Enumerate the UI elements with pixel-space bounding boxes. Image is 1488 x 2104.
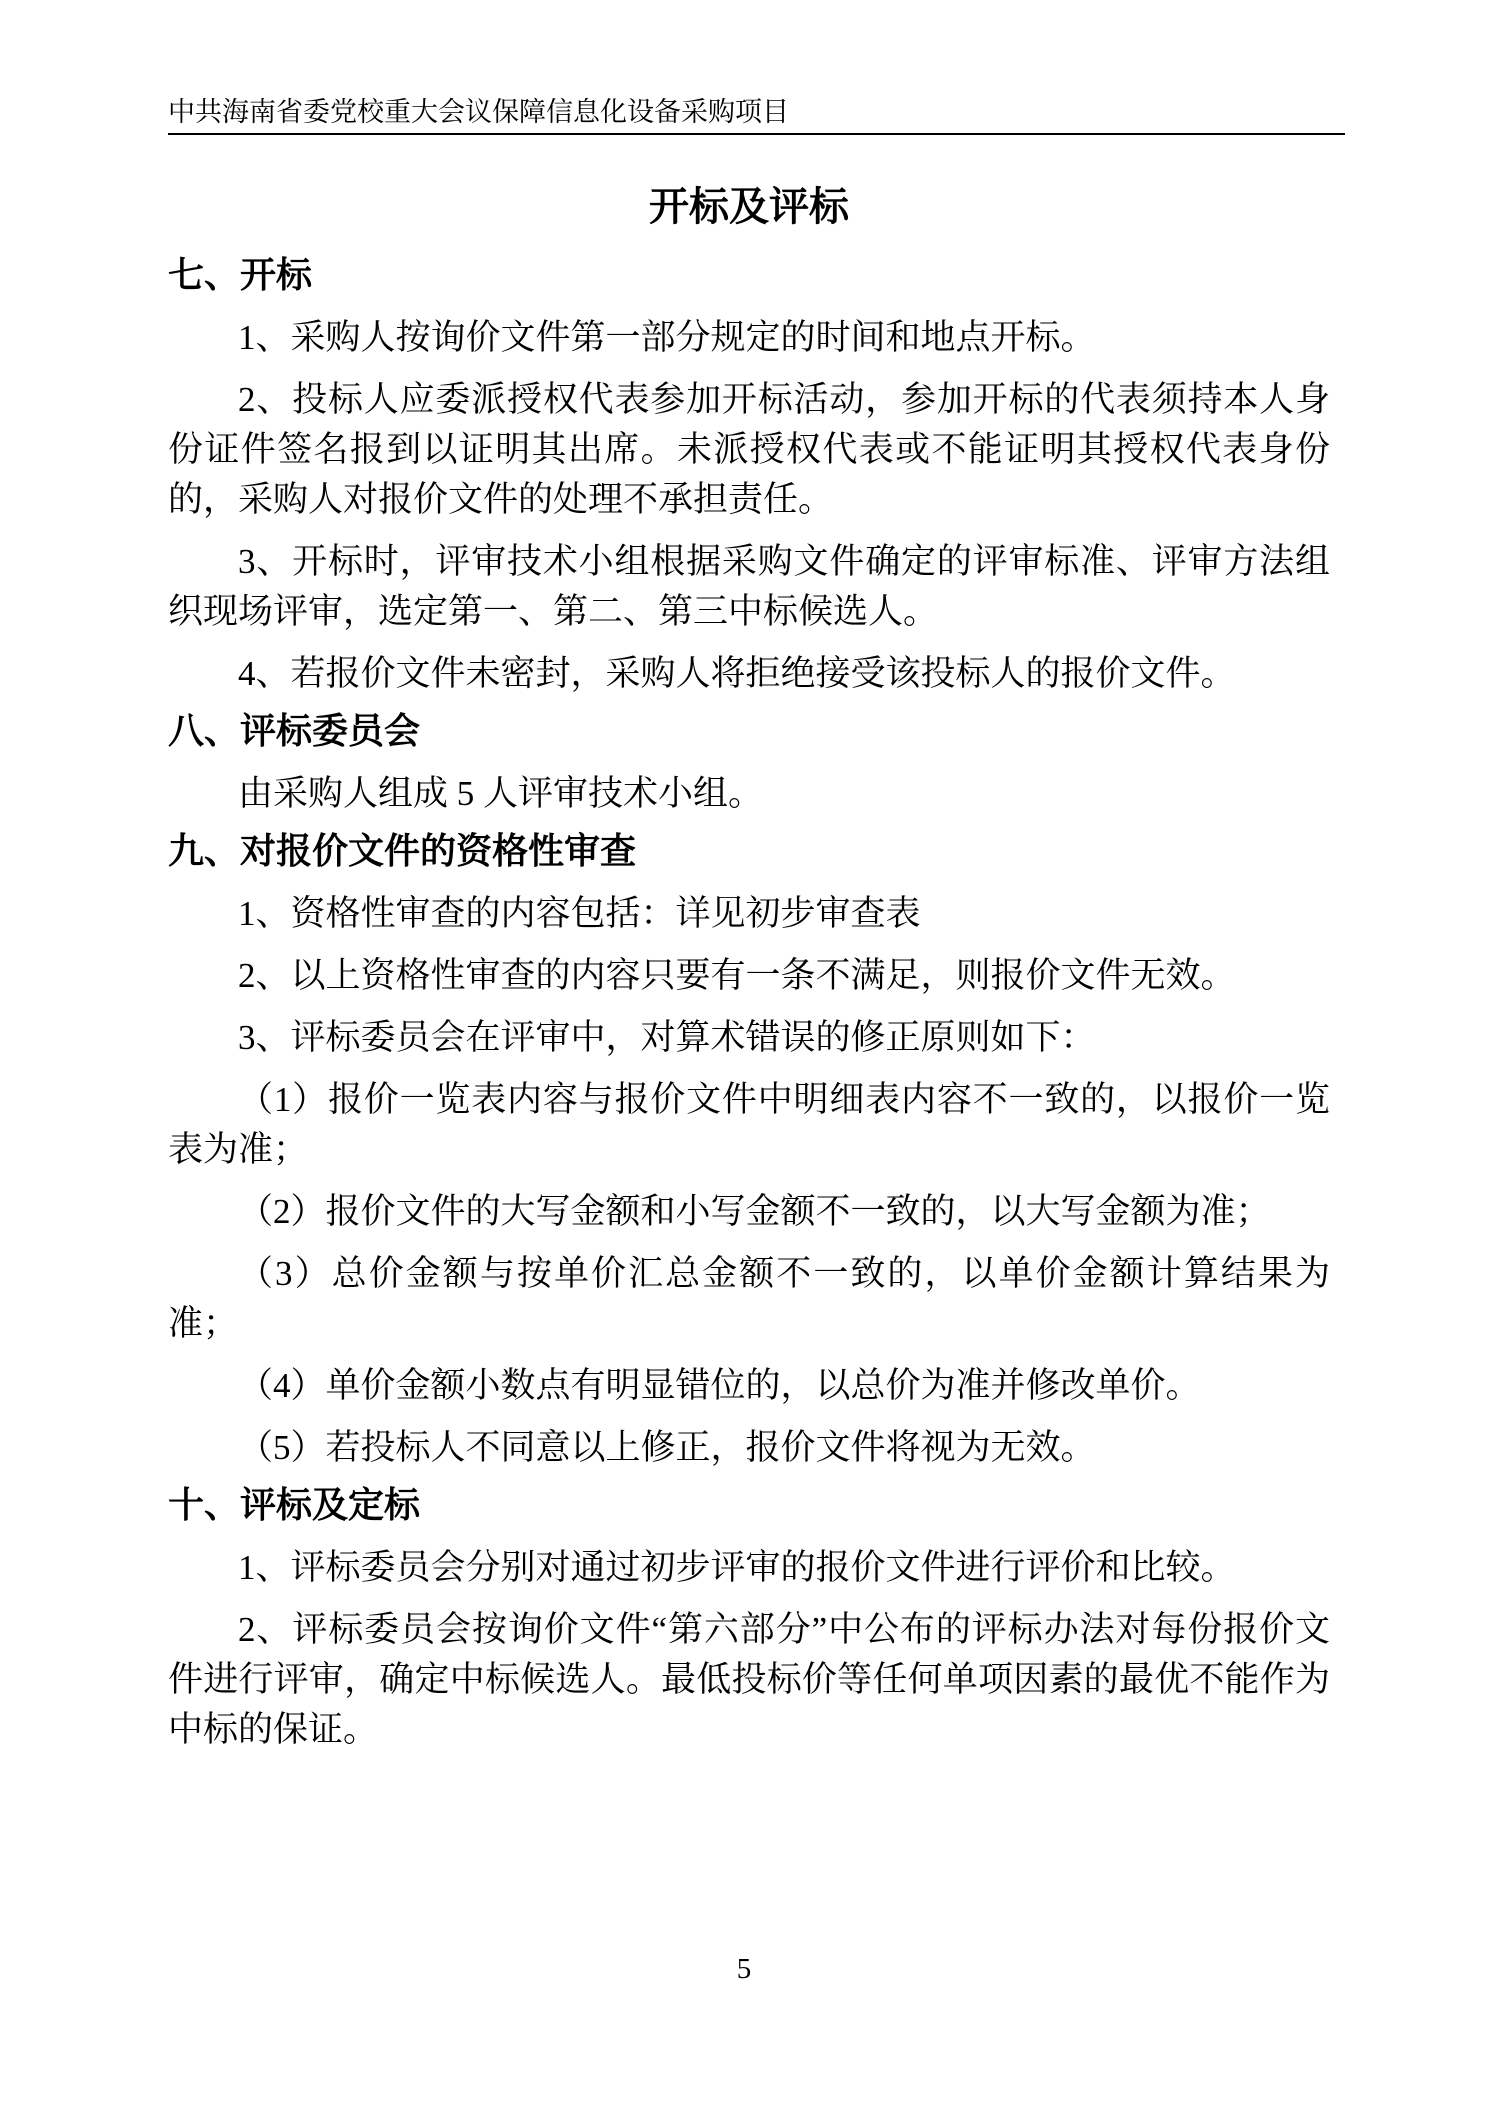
section-heading: 七、开标 [168, 254, 313, 295]
header-project-name: 中共海南省委党校重大会议保障信息化设备采购项目 [168, 97, 789, 127]
section-heading: 九、对报价文件的资格性审查 [168, 830, 637, 871]
body-paragraph: 1、采购人按询价文件第一部分规定的时间和地点开标。 [238, 318, 1096, 357]
page-number: 5 [736, 1953, 752, 1985]
document-sections [168, 249, 1330, 1755]
body-paragraph: （1）报价一览表内容与报价文件中明细表内容不一致的，以报价一览表为准； [168, 1080, 1330, 1169]
document-title: 开标及评标 [649, 185, 849, 229]
body-paragraph: 2、以上资格性审查的内容只要有一条不满足，则报价文件无效。 [238, 956, 1236, 995]
body-paragraph: （2）报价文件的大写金额和小写金额不一致的，以大写金额为准； [238, 1192, 1271, 1231]
body-paragraph: 1、资格性审查的内容包括：详见初步审查表 [238, 894, 921, 933]
body-paragraph: 3、评标委员会在评审中，对算术错误的修正原则如下： [238, 1018, 1096, 1057]
body-paragraph: 由采购人组成 5 人评审技术小组。 [238, 774, 764, 813]
page-footer [0, 1952, 1488, 1986]
body-paragraph: 3、开标时，评审技术小组根据采购文件确定的评审标准、评审方法组织现场评审，选定第一、第二、第三中标候选人。 [168, 542, 1330, 631]
body-paragraph: 1、评标委员会分别对通过初步评审的报价文件进行评价和比较。 [238, 1548, 1236, 1587]
body-paragraph: （3）总价金额与按单价汇总金额不一致的，以单价金额计算结果为准； [168, 1254, 1330, 1343]
page-header [168, 96, 1345, 135]
body-paragraph: 2、投标人应委派授权代表参加开标活动，参加开标的代表须持本人身份证件签名报到以证明其出席。未派授权代表或不能证明其授权代表身份的，采购人对报价文件的处理不承担责任。 [168, 380, 1330, 519]
section-heading: 八、评标委员会 [168, 710, 421, 751]
body-paragraph: （4）单价金额小数点有明显错位的，以总价为准并修改单价。 [238, 1366, 1201, 1405]
body-paragraph: 4、若报价文件未密封，采购人将拒绝接受该投标人的报价文件。 [238, 654, 1236, 693]
body-paragraph: （5）若投标人不同意以上修正，报价文件将视为无效。 [238, 1428, 1096, 1467]
body-paragraph: 2、评标委员会按询价文件“第六部分”中公布的评标办法对每份报价文件进行评审，确定中标候选人。最低投标价等任何单项因素的最优不能作为中标的保证。 [168, 1610, 1330, 1749]
section-heading: 十、评标及定标 [168, 1484, 421, 1525]
